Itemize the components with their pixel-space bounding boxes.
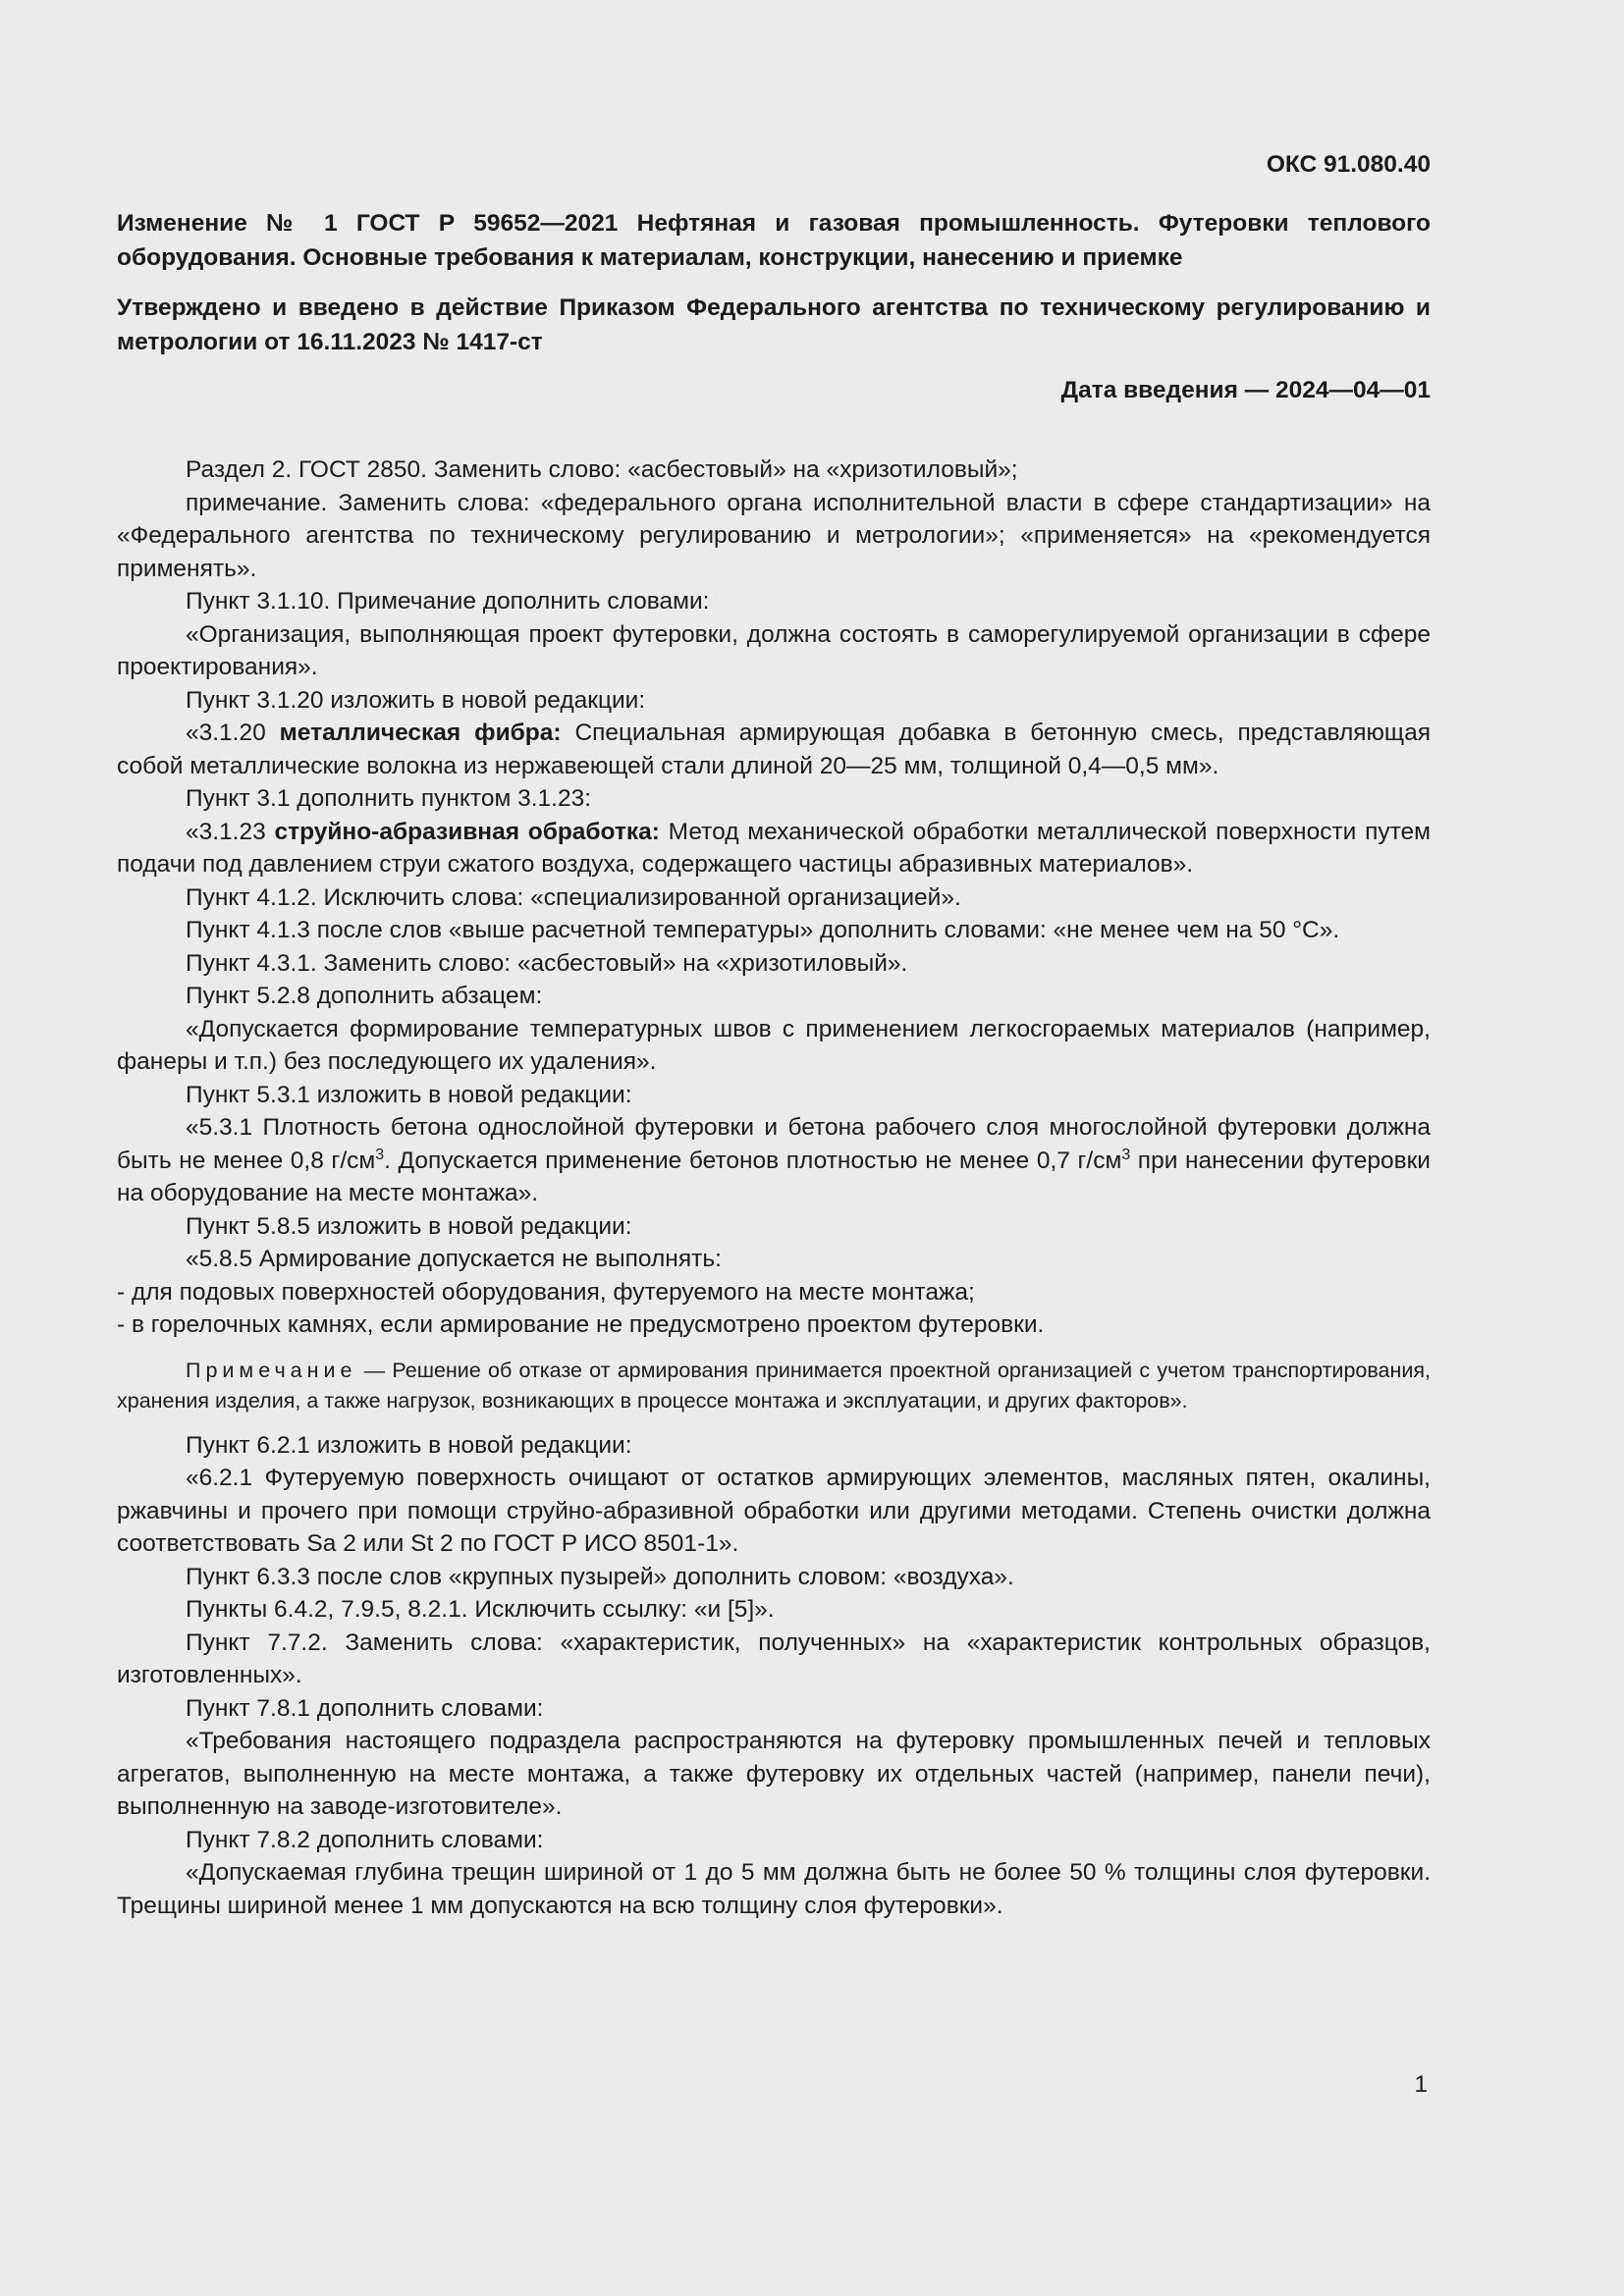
paragraph: «Допускаемая глубина трещин шириной от 1 до 5 мм должна быть не более 50 % толщины слоя футеровки. Трещины шириной менее 1 мм допускаются на всю толщину слоя футеровки».: [117, 1859, 1431, 1919]
page-number: 1: [1414, 2071, 1428, 2098]
paragraph: Пункт 5.2.8 дополнить абзацем:: [186, 983, 543, 1009]
paragraph: «6.2.1 Футеруемую поверхность очищают от остатков армирующих элементов, масляных пятен, окалины, ржавчины и прочего при помощи струйно-абразивной обработки или другими методами. Степень очистки должна соответствовать Sa 2 или St 2 по ГОСТ Р ИСО 8501-1».: [117, 1465, 1431, 1557]
definition-term: струйно-абразивная обработка:: [274, 818, 660, 845]
document-body: [117, 454, 1431, 1922]
paragraph: «Требования настоящего подраздела распространяются на футеровку промышленных печей и тепловых агрегатов, выполненную на месте монтажа, а также футеровку их отдельных частей (например, панели печи), выполненную на заводе-изготовителе».: [117, 1728, 1431, 1820]
paragraph: Пункт 3.1.20 изложить в новой редакции:: [186, 686, 646, 714]
superscript: 3: [375, 1146, 385, 1163]
paragraph: Пункт 7.7.2. Заменить слова: «характеристик, полученных» на «характеристик контрольных образцов, изготовленных».: [117, 1629, 1431, 1688]
effective-date: Дата введения — 2024—04—01: [1060, 377, 1431, 403]
paragraph: Раздел 2. ГОСТ 2850. Заменить слово: «асбестовый» на «хризотиловый»;: [186, 456, 1018, 483]
density-text-b: . Допускается применение бетонов плотностью не менее 0,7 г/см: [384, 1147, 1122, 1174]
paragraph: Пункты 6.4.2, 7.9.5, 8.2.1. Исключить ссылку: «и [5]».: [186, 1596, 775, 1623]
density-text-c: при нанесении футеровки на оборудование на месте монтажа».: [117, 1147, 1431, 1206]
paragraph-definition: [117, 816, 1431, 881]
document-page: [117, 147, 1431, 1922]
paragraph-density: [117, 1111, 1431, 1210]
density-text-a: «5.3.1 Плотность бетона однослойной футеровки и бетона рабочего слоя многослойной футеровки должна быть не менее 0,8 г/см: [117, 1114, 1431, 1174]
note-label: Примечание: [186, 1358, 357, 1382]
classification-code: ОКС 91.080.40: [1266, 151, 1431, 178]
superscript: 3: [1121, 1146, 1131, 1163]
paragraph: Пункт 7.8.1 дополнить словами:: [186, 1694, 544, 1722]
paragraph: Пункт 6.3.3 после слов «крупных пузырей» дополнить словом: «воздуха».: [186, 1563, 1014, 1590]
paragraph: «Организация, выполняющая проект футеровки, должна состоять в саморегулируемой организации в сфере проектирования».: [117, 620, 1431, 680]
definition-term: металлическая фибра:: [279, 720, 562, 746]
paragraph: Пункт 6.2.1 изложить в новой редакции:: [186, 1431, 632, 1459]
paragraph: Пункт 5.3.1 изложить в новой редакции:: [186, 1081, 632, 1108]
paragraph-definition: [117, 717, 1431, 782]
document-title: Изменение № 1 ГОСТ Р 59652—2021 Нефтяная и газовая промышленность. Футеровки теплового оборудования. Основные требования к материалам, конструкции, нанесению и приемке: [117, 210, 1431, 271]
paragraph: Пункт 4.1.3 после слов «выше расчетной температуры» дополнить словами: «не менее чем на 50 °С».: [186, 917, 1340, 943]
note-text: — Решение об отказе от армирования принимается проектной организацией с учетом транспортирования, хранения изделия, а также нагрузок, возникающих в процессе монтажа и эксплуатации, и других факторов».: [117, 1358, 1431, 1413]
paragraph: Пункт 5.8.5 изложить в новой редакции:: [186, 1212, 632, 1240]
approval-statement: Утверждено и введено в действие Приказом Федерального агентства по техническому регулированию и метрологии от 16.11.2023 № 1417-ст: [117, 294, 1431, 355]
paragraph: примечание. Заменить слова: «федерального органа исполнительной власти в сфере стандартизации» на «Федерального агентства по техническому регулированию и метрологии»; «применяется» на «рекомендуется применять».: [117, 489, 1431, 582]
paragraph: «Допускается формирование температурных швов с применением легкосгораемых материалов (например, фанеры и т.п.) без последующего их удаления».: [117, 1015, 1431, 1075]
paragraph: «5.8.5 Армирование допускается не выполнять:: [186, 1246, 722, 1272]
list-item: - в горелочных камнях, если армирование не предусмотрено проектом футеровки.: [117, 1311, 1045, 1338]
paragraph: Пункт 3.1 дополнить пунктом 3.1.23:: [186, 785, 592, 812]
paragraph: Пункт 3.1.10. Примечание дополнить словами:: [186, 588, 710, 614]
paragraph: Пункт 4.1.2. Исключить слова: «специализированной организацией».: [186, 883, 961, 911]
paragraph: Пункт 4.3.1. Заменить слово: «асбестовый» на «хризотиловый».: [186, 949, 908, 977]
definition-text: Метод механической обработки металлической поверхности путем подачи под давлением струи сжатого воздуха, содержащего частицы абразивных материалов».: [117, 818, 1431, 878]
definition-number: «3.1.23: [186, 818, 275, 845]
definition-number: «3.1.20: [186, 720, 280, 746]
paragraph: Пункт 7.8.2 дополнить словами:: [186, 1826, 544, 1853]
list-item: - для подовых поверхностей оборудования, футеруемого на месте монтажа;: [117, 1278, 975, 1306]
definition-text: Специальная армирующая добавка в бетонную смесь, представляющая собой металлические волокна из нержавеющей стали длиной 20—25 мм, толщиной 0,4—0,5 мм».: [117, 720, 1431, 779]
note: [117, 1356, 1431, 1416]
